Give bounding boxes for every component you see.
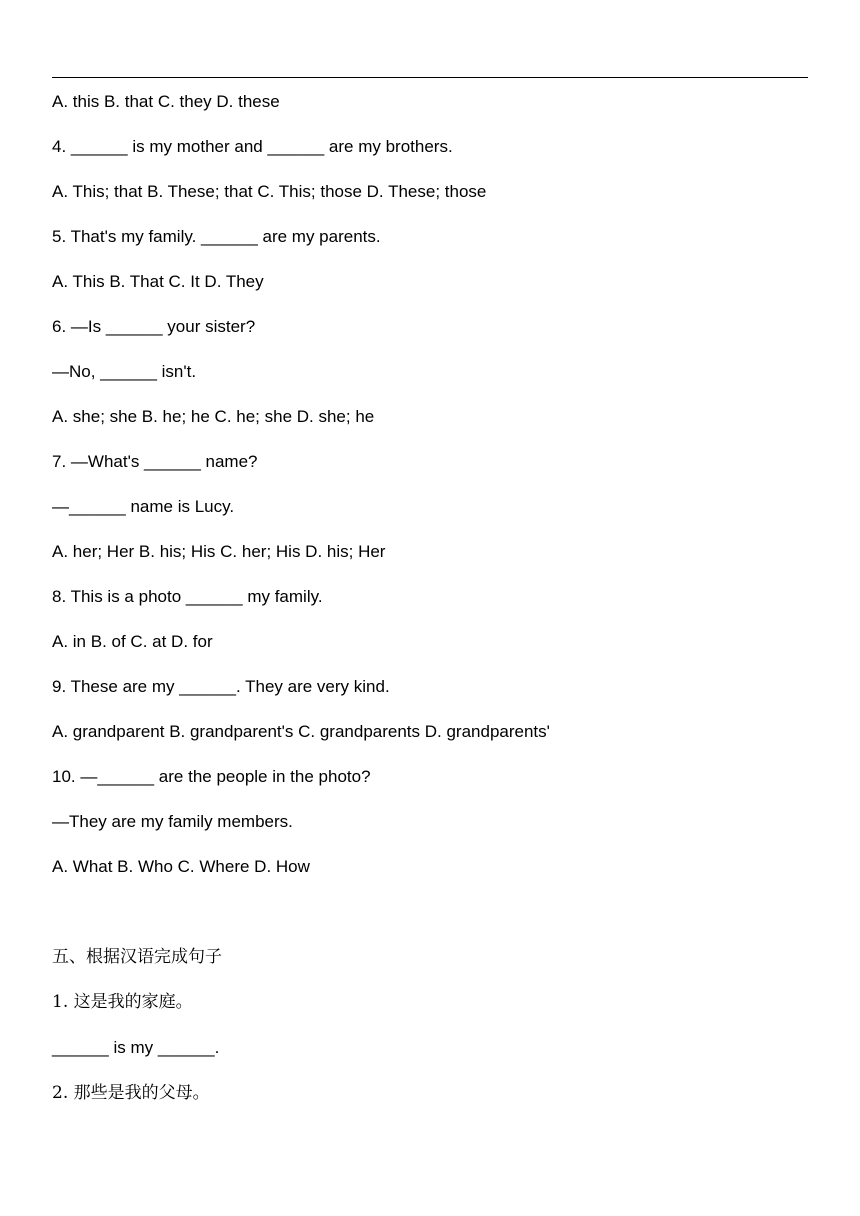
q8-question: 8. This is a photo ______ my family. <box>52 587 323 606</box>
q10-options: A. What B. Who C. Where D. How <box>52 857 310 876</box>
q9-question: 9. These are my ______. They are very kind. <box>52 677 390 696</box>
q10-answer-line: —They are my family members. <box>52 812 293 831</box>
q7-options: A. her; Her B. his; His C. her; His D. his; Her <box>52 542 386 561</box>
q6-answer-line: —No, ______ isn't. <box>52 362 197 381</box>
section-title: 五、根据汉语完成句子 <box>52 947 222 967</box>
q8-options: A. in B. of C. at D. for <box>52 632 213 651</box>
q5-question: 5. That's my family. ______ are my parents. <box>52 227 381 246</box>
header-rule <box>52 77 808 78</box>
q5-options: A. This B. That C. It D. They <box>52 272 264 291</box>
q4-question: 4. ______ is my mother and ______ are my brothers. <box>52 137 453 156</box>
q10-question: 10. —______ are the people in the photo? <box>52 767 371 786</box>
q7-question: 7. —What's ______ name? <box>52 452 258 471</box>
q9-options: A. grandparent B. grandparent's C. grandparents D. grandparents' <box>52 722 550 741</box>
q6-question: 6. —Is ______ your sister? <box>52 317 256 336</box>
q6-options: A. she; she B. he; he C. he; she D. she; he <box>52 407 375 426</box>
q3-options: A. this B. that C. they D. these <box>52 92 280 111</box>
section-item-1: 1. 这是我的家庭。 <box>52 992 193 1012</box>
section-item-2: 2. 那些是我的父母。 <box>52 1083 210 1103</box>
section-item-1-blank: ______ is my ______. <box>52 1038 220 1057</box>
q7-answer-line: —______ name is Lucy. <box>52 497 235 516</box>
q4-options: A. This; that B. These; that C. This; those D. These; those <box>52 182 487 201</box>
